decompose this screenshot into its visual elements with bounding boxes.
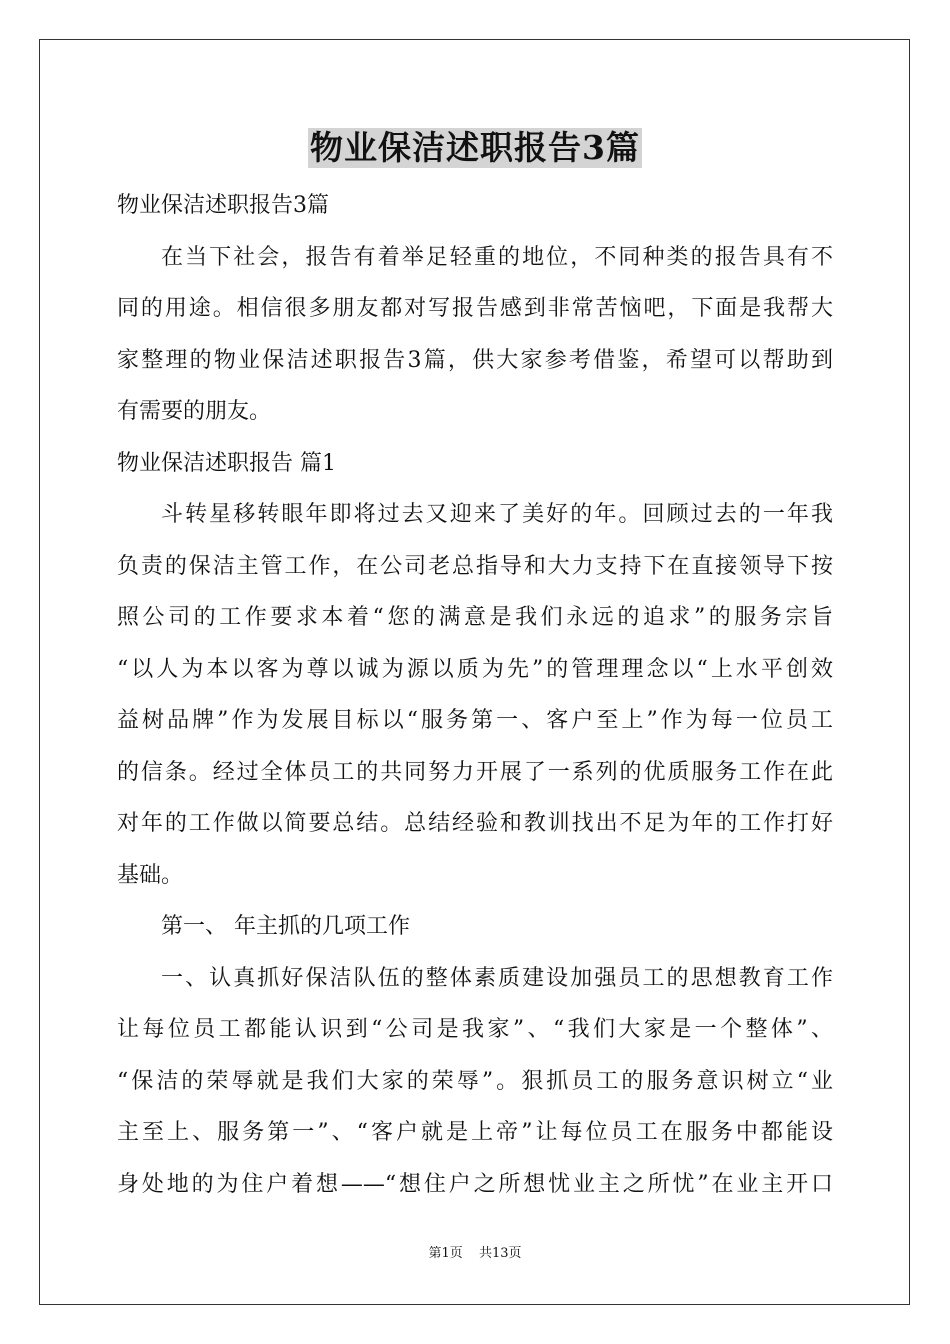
text-line: 让每位员工都能认识到“公司是我家”、“我们大家是一个整体”、 <box>117 1017 833 1042</box>
text-line: 基础。 <box>117 862 184 888</box>
text-line: 照公司的工作要求本着“您的满意是我们永远的追求”的服务宗旨 <box>117 605 833 630</box>
document-title-text: 物业保洁述职报告3篇 <box>310 128 640 167</box>
page-footer <box>0 1245 950 1263</box>
text-line: 对年的工作做以简要总结。总结经验和教训找出不足为年的工作打好 <box>117 811 833 836</box>
document-body <box>117 180 833 1210</box>
text-line: 负责的保洁主管工作，在公司老总指导和大力支持下在直接领导下按 <box>117 553 833 579</box>
text-line: 主至上、服务第一”、“客户就是上帝”让每位员工在服务中都能设 <box>117 1120 833 1145</box>
text-line: 同的用途。相信很多朋友都对写报告感到非常苦恼吧，下面是我帮大 <box>117 296 833 321</box>
text-line: 物业保洁述职报告 篇1 <box>117 450 336 476</box>
text-line: 斗转星移转眼年即将过去又迎来了美好的年。回顾过去的一年我 <box>161 502 833 527</box>
page-number: 第1页 <box>428 1246 463 1261</box>
text-line: 益树品牌”作为发展目标以“服务第一、客户至上”作为每一位员工 <box>117 708 833 733</box>
text-line: 在当下社会，报告有着举足轻重的地位，不同种类的报告具有不 <box>161 244 833 270</box>
page-total: 共13页 <box>478 1246 522 1261</box>
text-line: 的信条。经过全体员工的共同努力开展了一系列的优质服务工作在此 <box>117 759 833 785</box>
text-line: 第一、 年主抓的几项工作 <box>161 914 410 939</box>
text-line: 家整理的物业保洁述职报告3篇，供大家参考借鉴，希望可以帮助到 <box>117 347 833 373</box>
document-title <box>0 128 950 168</box>
text-line: “保洁的荣辱就是我们大家的荣辱”。狠抓员工的服务意识树立“业 <box>117 1068 833 1094</box>
text-line: “以人为本以客为尊以诚为源以质为先”的管理理念以“上水平创效 <box>117 656 833 682</box>
text-line: 一、认真抓好保洁队伍的整体素质建设加强员工的思想教育工作 <box>161 965 833 991</box>
text-line: 有需要的朋友。 <box>117 399 272 424</box>
text-line: 身处地的为住户着想——“想住户之所想忧业主之所忧”在业主开口 <box>117 1171 833 1197</box>
text-line: 物业保洁述职报告3篇 <box>117 193 329 218</box>
